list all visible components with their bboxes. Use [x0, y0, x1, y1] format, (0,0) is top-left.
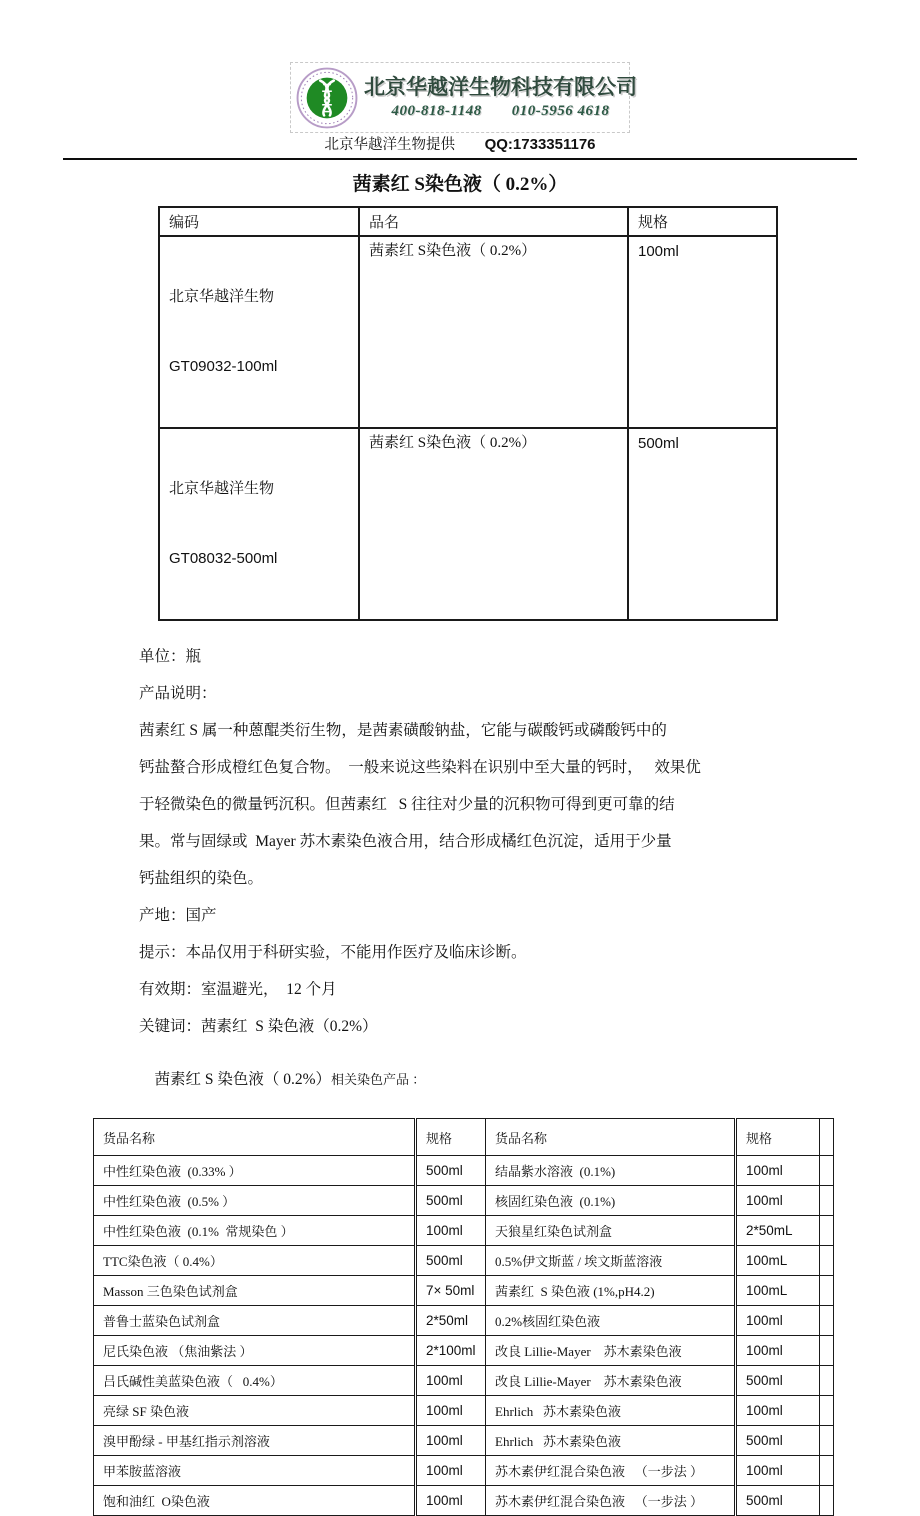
table-row: [94, 1246, 834, 1276]
item-spec: 100ml: [736, 1306, 820, 1336]
product-description: [139, 638, 920, 1045]
item-spec: 100mL: [736, 1246, 820, 1276]
item-spec: 2*50ml: [416, 1306, 486, 1336]
item-spec: 100ml: [736, 1156, 820, 1186]
letterhead: [290, 62, 637, 133]
empty-cell: [820, 1306, 834, 1336]
item-name: Ehrlich 苏木素染色液: [486, 1396, 736, 1426]
header-divider: [63, 158, 857, 160]
empty-cell: [820, 1156, 834, 1186]
item-name: Masson 三色染色试剂盒: [94, 1276, 416, 1306]
item-spec: 100ml: [416, 1396, 486, 1426]
item-spec: 100ml: [416, 1366, 486, 1396]
document-page: [0, 62, 920, 1509]
table-row: [94, 1336, 834, 1366]
item-spec: 2*100ml: [416, 1336, 486, 1366]
col-header-name: 品名: [359, 207, 628, 236]
item-spec: 100ml: [736, 1186, 820, 1216]
empty-cell: [820, 1426, 834, 1456]
product-name: 茜素红 S染色液（ 0.2%）: [359, 428, 628, 620]
phone-number-1: 400-818-1148: [391, 103, 482, 119]
table-row: [94, 1276, 834, 1306]
related-intro-suffix: 相关染色产品 ：: [331, 1072, 426, 1087]
info-line-shelf-life: 有效期：室温避光， 12 个月: [139, 981, 337, 998]
info-line-paragraph: 钙盐组织的染色。: [139, 870, 264, 887]
col-header-item-name-right: 货品名称: [486, 1119, 736, 1156]
product-code-brand: 北京华越洋生物: [169, 481, 275, 497]
info-line-notice: 提示：本品仅用于科研实验，不能用作医疗及临床诊断。: [139, 944, 527, 961]
item-name: Ehrlich 苏木素染色液: [486, 1426, 736, 1456]
table-row: [94, 1156, 834, 1186]
table-row: [94, 1396, 834, 1426]
product-spec: 100ml: [628, 236, 777, 428]
item-spec: 500ml: [736, 1366, 820, 1396]
col-header-empty: [820, 1119, 834, 1156]
col-header-item-name-left: 货品名称: [94, 1119, 416, 1156]
item-name: 苏木素伊红混合染色液 （一步法 ）: [486, 1486, 736, 1516]
item-name: 茜素红 S 染色液 (1%,pH4.2): [486, 1276, 736, 1306]
info-line-unit: 单位：瓶: [139, 648, 202, 665]
item-spec: 100mL: [736, 1276, 820, 1306]
item-spec: 100ml: [416, 1216, 486, 1246]
product-name: 茜素红 S染色液（ 0.2%）: [359, 236, 628, 428]
info-line-description-label: 产品说明：: [139, 685, 217, 702]
empty-cell: [820, 1486, 834, 1516]
empty-cell: [820, 1216, 834, 1246]
item-name: 改良 Lillie-Mayer 苏木素染色液: [486, 1366, 736, 1396]
phone-numbers: [392, 103, 610, 120]
dna-helix-icon: [296, 67, 358, 129]
table-row: [94, 1186, 834, 1216]
info-line-paragraph: 钙盐螯合形成橙红色复合物。 一般来说这些染料在识别中至大量的钙时， 效果优: [139, 759, 701, 776]
product-code-brand: 北京华越洋生物: [169, 289, 275, 305]
col-header-spec: 规格: [628, 207, 777, 236]
item-name: 吕氏碱性美蓝染色液（ 0.4%）: [94, 1366, 416, 1396]
item-name: 普鲁士蓝染色试剂盒: [94, 1306, 416, 1336]
product-table-header-row: [159, 207, 777, 236]
info-line-paragraph: 于轻微染色的微量钙沉积。但茜素红 S 往往对少量的沉积物可得到更可靠的结: [139, 796, 675, 813]
item-name: 天狼星红染色试剂盒: [486, 1216, 736, 1246]
item-spec: 100ml: [736, 1456, 820, 1486]
item-name: 尼氏染色液 （焦油紫法 ）: [94, 1336, 416, 1366]
info-line-origin: 产地：国产: [139, 907, 217, 924]
info-line-paragraph: 果。常与固绿或 Mayer 苏木素染色液合用，结合形成橘红色沉淀，适用于少量: [139, 833, 672, 850]
item-name: 中性红染色液 (0.1% 常规染色 ）: [94, 1216, 416, 1246]
provider-line: [0, 136, 920, 154]
item-spec: 100ml: [416, 1486, 486, 1516]
table-row: [94, 1456, 834, 1486]
item-name: 溴甲酚绿 - 甲基红指示剂溶液: [94, 1426, 416, 1456]
table-row: [159, 428, 777, 620]
provider-text: 北京华越洋生物提供: [324, 137, 455, 153]
item-spec: 100ml: [416, 1426, 486, 1456]
item-spec: 500ml: [416, 1156, 486, 1186]
info-line-keywords: 关键词：茜素红 S 染色液（0.2%）: [139, 1018, 378, 1035]
empty-cell: [820, 1276, 834, 1306]
product-spec: 500ml: [628, 428, 777, 620]
empty-cell: [820, 1396, 834, 1426]
letterhead-text: [364, 75, 637, 120]
product-code: [159, 428, 359, 620]
item-spec: 100ml: [736, 1396, 820, 1426]
product-code-number: GT09032-100ml: [169, 358, 278, 375]
col-header-code: 编码: [159, 207, 359, 236]
item-name: 结晶紫水溶液 (0.1%): [486, 1156, 736, 1186]
related-products-table: [93, 1118, 834, 1516]
table-row: [94, 1486, 834, 1516]
item-name: 饱和油红 O染色液: [94, 1486, 416, 1516]
table-row: [94, 1426, 834, 1456]
item-name: 中性红染色液 (0.33% ）: [94, 1156, 416, 1186]
item-spec: 2*50mL: [736, 1216, 820, 1246]
company-name: 北京华越洋生物科技有限公司: [364, 76, 637, 99]
qq-contact: QQ:1733351176: [484, 136, 596, 153]
item-spec: 100ml: [416, 1456, 486, 1486]
empty-cell: [820, 1366, 834, 1396]
empty-cell: [820, 1456, 834, 1486]
item-name: 0.5%伊文斯蓝 / 埃文斯蓝溶液: [486, 1246, 736, 1276]
page-title: 茜素红 S染色液（ 0.2%）: [352, 174, 568, 195]
product-code-number: GT08032-500ml: [169, 550, 278, 567]
empty-cell: [820, 1186, 834, 1216]
item-spec: 500ml: [736, 1426, 820, 1456]
table-row: [94, 1366, 834, 1396]
item-name: 改良 Lillie-Mayer 苏木素染色液: [486, 1336, 736, 1366]
table-row: [94, 1306, 834, 1336]
item-name: 核固红染色液 (0.1%): [486, 1186, 736, 1216]
product-code: [159, 236, 359, 428]
table-row: [159, 236, 777, 428]
item-name: 亮绿 SF 染色液: [94, 1396, 416, 1426]
related-products-intro: [139, 1047, 920, 1113]
item-name: 0.2%核固红染色液: [486, 1306, 736, 1336]
related-table-header-row: [94, 1119, 834, 1156]
table-row: [94, 1216, 834, 1246]
item-spec: 100ml: [736, 1336, 820, 1366]
item-spec: 7× 50ml: [416, 1276, 486, 1306]
related-intro-lead: 茜素红 S 染色液（ 0.2%）: [154, 1071, 332, 1088]
empty-cell: [820, 1246, 834, 1276]
phone-number-2: 010-5956 4618: [511, 103, 610, 119]
item-spec: 500ml: [416, 1186, 486, 1216]
col-header-spec-right: 规格: [736, 1119, 820, 1156]
item-spec: 500ml: [736, 1486, 820, 1516]
info-line-paragraph: 茜素红 S 属一种蒽醌类衍生物，是茜素磺酸钠盐，它能与碳酸钙或磷酸钙中的: [139, 722, 667, 739]
company-logo: [296, 67, 358, 129]
item-name: 甲苯胺蓝溶液: [94, 1456, 416, 1486]
item-spec: 500ml: [416, 1246, 486, 1276]
empty-cell: [820, 1336, 834, 1366]
item-name: 中性红染色液 (0.5% ）: [94, 1186, 416, 1216]
col-header-spec-left: 规格: [416, 1119, 486, 1156]
item-name: 苏木素伊红混合染色液 （一步法 ）: [486, 1456, 736, 1486]
product-table: [158, 206, 778, 621]
item-name: TTC染色液（ 0.4%）: [94, 1246, 416, 1276]
